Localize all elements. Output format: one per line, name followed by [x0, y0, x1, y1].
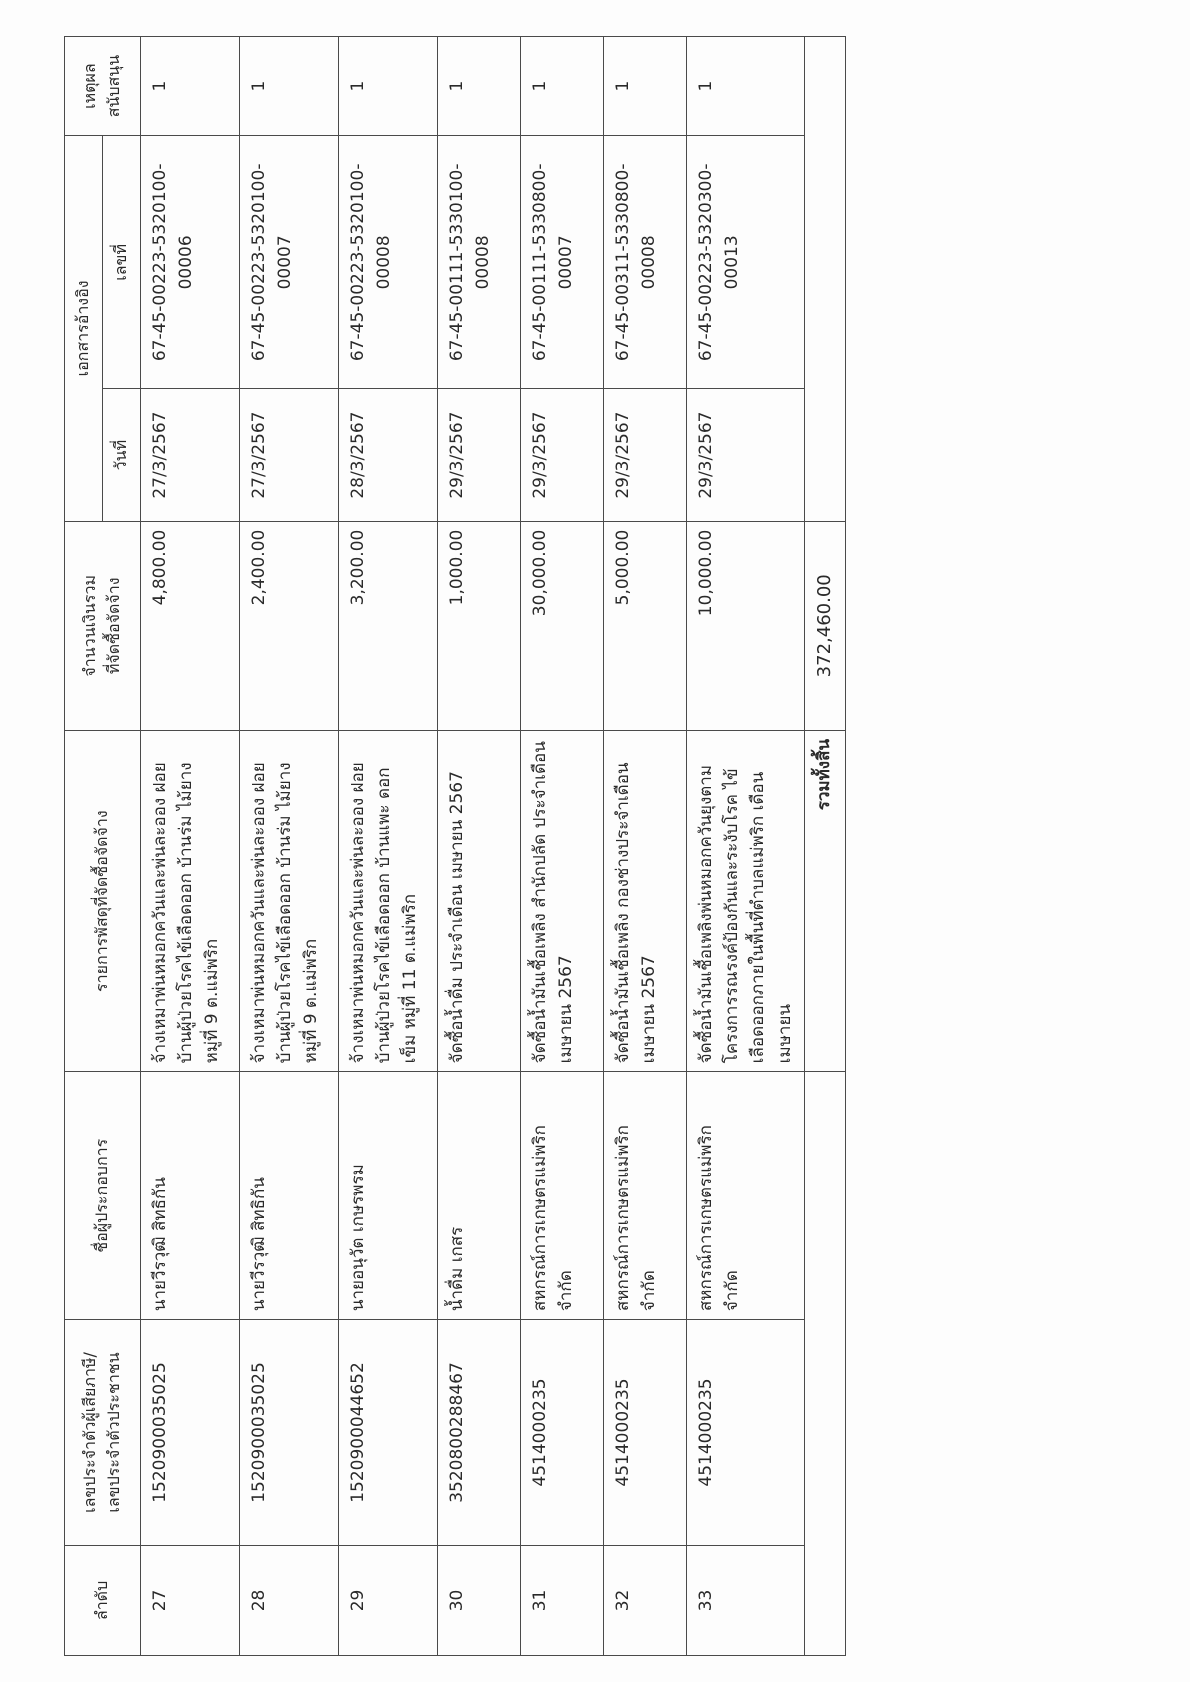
header-taxid-line1: เลขประจำตัวผู้เสียภาษี/	[79, 1352, 99, 1513]
row-amount: 30,000.00	[520, 521, 603, 730]
row-docno: 67-45-00311-5330800-00008	[603, 136, 686, 389]
header-taxid	[65, 1320, 141, 1546]
row-description: จัดซื้อน้ำมันเชื้อเพลิงพ่นหมอกควันยุงตาม โครงการรณรงค์ป้องกันและระงับโรค ไข้เลือดออกภายในพื้นที่ตำบลแม่พริก เดือน เมษายน	[686, 730, 804, 1071]
row-description: จ้างเหมาพ่นหมอกควันและพ่นละออง ฝอยบ้านผู้ป่วยโรคไข้เลือดออก บ้านแพะ ดอกเข็ม หมู่ที่ 11 ต.แม่พริก	[338, 730, 437, 1071]
row-order: 27	[140, 1545, 239, 1655]
total-row	[804, 37, 845, 1656]
header-order: ลำดับ	[65, 1545, 141, 1655]
row-order: 32	[603, 1545, 686, 1655]
row-docno: 67-45-00111-5330800-00007	[520, 136, 603, 389]
row-taxid: 4514000235	[686, 1320, 804, 1546]
row-taxid: 1520900044652	[338, 1320, 437, 1546]
row-vendor: สหกรณ์การเกษตรแม่พริก จำกัด	[686, 1072, 804, 1320]
row-reason: 1	[520, 37, 603, 136]
header-reason: เหตุผลสนับสนุน	[65, 37, 141, 136]
row-description: จ้างเหมาพ่นหมอกควันและพ่นละออง ฝอยบ้านผู้ป่วยโรคไข้เลือดออก บ้านร่ม ไม้ยาง หมู่ที่ 9 ต.แม่พริก	[140, 730, 239, 1071]
header-number: เลขที่	[102, 136, 140, 389]
row-reason: 1	[239, 37, 338, 136]
row-vendor: นายอนุวัต เกษรพรม	[338, 1072, 437, 1320]
total-amount: 372,460.00	[804, 521, 845, 730]
row-reason: 1	[338, 37, 437, 136]
header-items: รายการพัสดุที่จัดซื้อจัดจ้าง	[65, 730, 141, 1071]
row-amount: 5,000.00	[603, 521, 686, 730]
row-taxid: 1520900035025	[140, 1320, 239, 1546]
row-date: 29/3/2567	[437, 389, 520, 521]
header-vendor: ชื่อผู้ประกอบการ	[65, 1072, 141, 1320]
table-row	[338, 37, 437, 1656]
row-date: 29/3/2567	[520, 389, 603, 521]
row-order: 31	[520, 1545, 603, 1655]
table-row	[603, 37, 686, 1656]
row-date: 27/3/2567	[140, 389, 239, 521]
row-vendor: สหกรณ์การเกษตรแม่พริก จำกัด	[603, 1072, 686, 1320]
row-docno: 67-45-00223-5320100-00007	[239, 136, 338, 389]
table-row	[437, 37, 520, 1656]
row-amount: 10,000.00	[686, 521, 804, 730]
row-date: 27/3/2567	[239, 389, 338, 521]
row-date: 29/3/2567	[686, 389, 804, 521]
row-reason: 1	[686, 37, 804, 136]
table-row	[239, 37, 338, 1656]
row-description: จัดซื้อน้ำดื่ม ประจำเดือน เมษายน 2567	[437, 730, 520, 1071]
header-amount	[65, 521, 141, 730]
row-reason: 1	[140, 37, 239, 136]
row-reason: 1	[603, 37, 686, 136]
procurement-table	[64, 36, 846, 1656]
table-row	[520, 37, 603, 1656]
row-reason: 1	[437, 37, 520, 136]
row-taxid: 4514000235	[520, 1320, 603, 1546]
row-docno: 67-45-00223-5320100-00008	[338, 136, 437, 389]
row-amount: 2,400.00	[239, 521, 338, 730]
row-date: 28/3/2567	[338, 389, 437, 521]
header-row-1	[65, 37, 103, 1656]
row-description: จัดซื้อน้ำมันเชื้อเพลิง สำนักปลัด ประจำเดือน เมษายน 2567	[520, 730, 603, 1071]
header-amount-line2: ที่จัดซื้อจัดจ้าง	[104, 577, 124, 675]
header-amount-line1: จำนวนเงินรวม	[79, 575, 99, 677]
table-row	[140, 37, 239, 1656]
row-amount: 1,000.00	[437, 521, 520, 730]
row-order: 33	[686, 1545, 804, 1655]
row-vendor: น้ำดื่ม เกสร	[437, 1072, 520, 1320]
row-taxid: 1520900035025	[239, 1320, 338, 1546]
row-taxid: 4514000235	[603, 1320, 686, 1546]
header-taxid-line2: เลขประจำตัวประชาชน	[104, 1352, 124, 1513]
row-taxid: 3520800288467	[437, 1320, 520, 1546]
table-row	[686, 37, 804, 1656]
header-date: วันที่	[102, 389, 140, 521]
total-label: รวมทั้งสิ้น	[804, 730, 845, 1071]
row-amount: 3,200.00	[338, 521, 437, 730]
row-amount: 4,800.00	[140, 521, 239, 730]
row-docno: 67-45-00223-5320300-00013	[686, 136, 804, 389]
row-vendor: สหกรณ์การเกษตรแม่พริก จำกัด	[520, 1072, 603, 1320]
row-order: 29	[338, 1545, 437, 1655]
row-description: จัดซื้อน้ำมันเชื้อเพลิง กองช่างประจำเดือน เมษายน 2567	[603, 730, 686, 1071]
row-vendor: นายวีรวุฒิ สิทธิกัน	[140, 1072, 239, 1320]
row-docno: 67-45-00223-5320100-00006	[140, 136, 239, 389]
row-order: 30	[437, 1545, 520, 1655]
row-vendor: นายวีรวุฒิ สิทธิกัน	[239, 1072, 338, 1320]
row-order: 28	[239, 1545, 338, 1655]
row-date: 29/3/2567	[603, 389, 686, 521]
row-description: จ้างเหมาพ่นหมอกควันและพ่นละออง ฝอยบ้านผู้ป่วยโรคไข้เลือดออก บ้านร่ม ไม้ยาง หมู่ที่ 9 ต.แม่พริก	[239, 730, 338, 1071]
row-docno: 67-45-00111-5330100-00008	[437, 136, 520, 389]
header-docref: เอกสารอ้างอิง	[65, 136, 103, 521]
